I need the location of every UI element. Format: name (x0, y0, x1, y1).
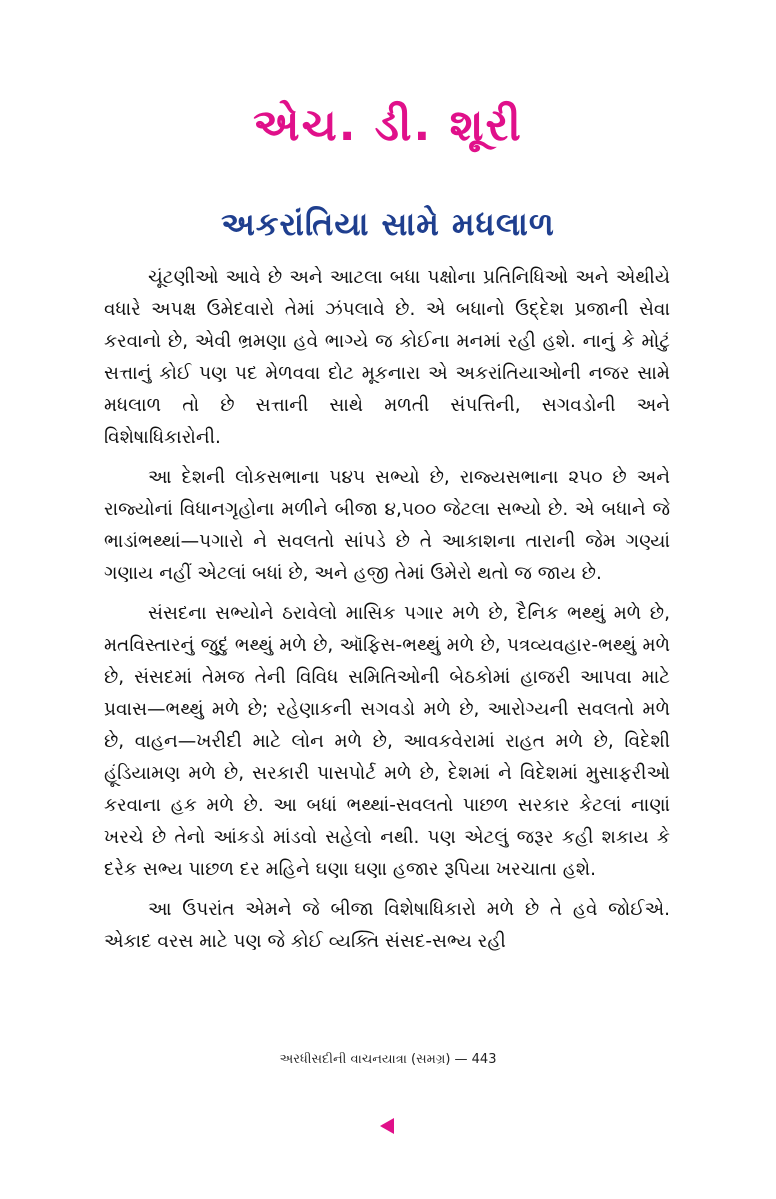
chapter-title: અકરાંતિયા સામે મધલાળ (221, 205, 555, 243)
left-triangle-icon[interactable] (380, 1118, 394, 1134)
paragraph: ચૂંટણીઓ આવે છે અને આટલા બધા પક્ષોના પ્રતિનિધિઓ અને એથીયે વધારે અપક્ષ ઉમેદવારો તેમાં ઝંપલાવે છે. એ બધાનો ઉદ્દેશ પ્રજાની સેવા કરવાનો છે, એવી ભ્રમણા હવે ભાગ્યે જ કોઈના મનમાં રહી હશે. નાનું કે મોટું સત્તાનું કોઈ પણ પદ મેળવવા દોટ મૂકનારા એ અકરાંતિયાઓની નજર સામે મધલાળ તો છે સત્તાની સાથે મળતી સંપત્તિની, સગવડોની અને વિશેષાધિકારોની. (104, 267, 670, 448)
paragraph: આ ઉપરાંત એમને જે બીજા વિશેષાધિકારો મળે છે તે હવે જોઈએ. એકાદ વરસ માટે પણ જે કોઈ વ્યક્તિ સંસદ-સભ્ય રહી (104, 899, 670, 952)
paragraph: સંસદના સભ્યોને ઠરાવેલો માસિક પગાર મળે છે, દૈનિક ભથ્થું મળે છે, મતવિસ્તારનું જુદું ભથ્થું મળે છે, ઑફિસ-ભથ્થું મળે છે, પત્રવ્યવહાર-ભથ્થું મળે છે, સંસદમાં તેમજ તેની વિવિધ સમિતિઓની બેઠકોમાં હાજરી આપવા માટે પ્રવાસ—ભથ્થું મળે છે; રહેણાકની સગવડો મળે છે, આરોગ્યની સવલતો મળે છે, વાહન—ખરીદી માટે લોન મળે છે, આવકવેરામાં રાહત મળે છે, વિદેશી હૂંડિયામણ મળે છે, સરકારી પાસપોર્ટ મળે છે, દેશમાં ને વિદેશમાં મુસાફરીઓ કરવાના હક મળે છે. આ બધાં ભથ્થાં-સવલતો પાછળ સરકાર કેટલાં નાણાં ખરચે છે તેનો આંકડો માંડવો સહેલો નથી. પણ એટલું જરૂર કહી શકાય કે દરેક સભ્ય પાછળ દર મહિને ઘણા ઘણા હજાર રૂપિયા ખરચાતા હશે. (104, 603, 670, 880)
body-text (104, 262, 670, 966)
page-footer: અરધીસદીની વાચનયાત્રા (સમગ્ર) — 443 (279, 1052, 497, 1067)
author-heading: એચ. ડી. શૂરી (253, 100, 523, 151)
paragraph: આ દેશની લોકસભાના ૫૪૫ સભ્યો છે, રાજ્યસભાના ૨૫૦ છે અને રાજ્યોનાં વિધાનગૃહોના મળીને બીજા ૪,૫૦૦ જેટલા સભ્યો છે. એ બધાને જે ભાડાંભથ્થાં—પગારો ને સવલતો સાંપડે છે તે આકાશના તારાની જેમ ગણ્યાં ગણાય નહીં એટલાં બધાં છે, અને હજી તેમાં ઉમેરો થતો જ જાય છે. (104, 467, 670, 584)
